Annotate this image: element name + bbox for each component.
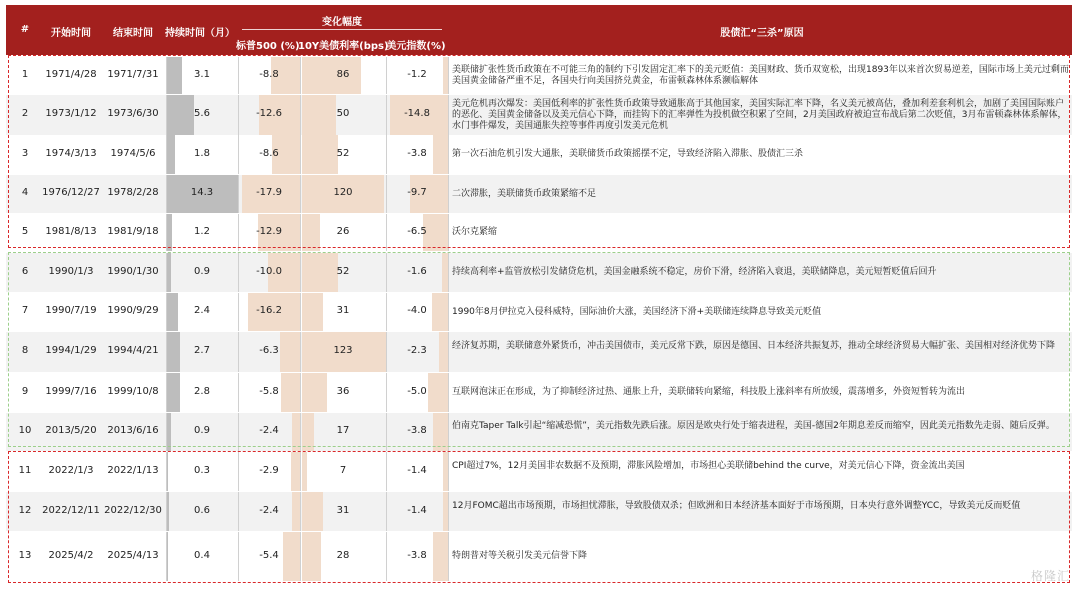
column-separator — [448, 175, 449, 213]
column-separator — [300, 452, 301, 491]
table-row — [6, 293, 1072, 331]
row-number: 2 — [21, 108, 29, 119]
sp500-value: -2.9 — [259, 464, 279, 476]
reason-text: 伯南克Taper Talk引起“缩减恐慌”，美元指数先跌后涨。原因是欧央行处于缩表进程，美国-德国2年期息差反而缩窄，因此美元指数先走弱、随后反弹。 — [452, 421, 1055, 431]
column-separator — [448, 413, 449, 451]
start-date: 1974/3/13 — [45, 147, 97, 159]
column-separator — [238, 175, 239, 213]
end-date: 1990/1/30 — [107, 265, 159, 277]
column-separator — [386, 175, 387, 213]
end-date: 1999/10/8 — [107, 385, 159, 397]
column-separator — [166, 413, 167, 451]
duration-value: 5.6 — [194, 108, 210, 119]
column-separator — [300, 57, 301, 94]
column-separator — [166, 452, 167, 491]
duration-value: 1.8 — [194, 147, 210, 159]
column-separator — [386, 532, 387, 581]
column-separator — [300, 373, 301, 412]
duration-value: 0.3 — [194, 464, 210, 476]
column-separator — [448, 532, 449, 581]
column-separator — [300, 95, 301, 135]
column-separator — [448, 492, 449, 531]
column-separator — [448, 293, 449, 331]
start-date: 2025/4/2 — [48, 549, 94, 561]
duration-value: 0.9 — [194, 425, 210, 436]
table-row — [6, 57, 1072, 94]
header-end: 结束时间 — [113, 28, 153, 39]
column-separator — [300, 293, 301, 331]
table-row — [6, 253, 1072, 292]
reason-text: 美元危机再次爆发：美国低利率的扩张性货币政策导致通胀高于其他国家，美国实际汇率下降，名义美元被高估，叠加利差套利机会，加剧了美国国际账户的恶化、美国黄金储备以及美元信心下降，而挂钩下的汇率弹性为投机做空积累了空间，2月美国政府被迫宣布战后第二次贬值，3月布雷顿森林体系解体，水门事件爆发，美国通胀失控等事件再度引发美元危机 — [452, 98, 1067, 131]
column-separator — [448, 452, 449, 491]
start-date: 1990/7/19 — [45, 305, 97, 316]
column-separator — [448, 373, 449, 412]
row-number: 5 — [21, 225, 29, 237]
column-separator — [166, 532, 167, 581]
sp500-value: -16.2 — [256, 305, 282, 316]
column-separator — [166, 373, 167, 412]
column-separator — [166, 492, 167, 531]
column-separator — [300, 175, 301, 213]
column-separator — [238, 332, 239, 372]
end-date: 1981/9/18 — [107, 225, 159, 237]
yield-value: 31 — [336, 504, 350, 516]
column-separator — [238, 95, 239, 135]
dxy-value: -2.3 — [407, 345, 427, 356]
sp500-value: -12.6 — [256, 108, 282, 119]
column-separator — [386, 214, 387, 251]
column-separator — [300, 532, 301, 581]
column-separator — [300, 413, 301, 451]
end-date: 1994/4/21 — [107, 345, 159, 356]
header-duration: 持续时间（月） — [165, 28, 235, 39]
reason-text: 经济复苏期，美联储意外紧货币，冲击美国债市，美元反常下跌，原因是德国、日本经济共振复苏，推动全球经济贸易大幅扩张、美国相对经济优势下降 — [452, 341, 1056, 351]
dxy-value: -3.8 — [407, 549, 427, 561]
start-date: 2022/12/11 — [42, 504, 100, 516]
sp500-value: -6.3 — [259, 345, 279, 356]
dxy-value: -14.8 — [404, 108, 430, 119]
column-separator — [166, 253, 167, 292]
column-separator — [386, 452, 387, 491]
yield-value: 31 — [336, 305, 350, 316]
duration-value: 3.1 — [194, 68, 210, 80]
reason-text: 第一次石油危机引发大通胀，美联储货币政策摇摆不定，导致经济陷入滞胀、股债汇三杀 — [452, 149, 804, 159]
column-separator — [238, 214, 239, 251]
column-separator — [448, 332, 449, 372]
header-dxy: 美元指数(%) — [386, 41, 446, 52]
column-separator — [238, 253, 239, 292]
column-separator — [300, 253, 301, 292]
end-date: 2022/1/13 — [107, 464, 159, 476]
yield-value: 86 — [336, 68, 350, 80]
column-separator — [386, 253, 387, 292]
dxy-value: -4.0 — [407, 305, 427, 316]
table-row — [6, 135, 1072, 174]
dxy-value: -1.4 — [407, 504, 427, 516]
column-separator — [238, 293, 239, 331]
table-row — [6, 413, 1072, 451]
row-number: 8 — [21, 345, 29, 356]
table-row — [6, 95, 1072, 135]
start-date: 1999/7/16 — [45, 385, 97, 397]
sp500-value: -8.6 — [259, 147, 279, 159]
reason-text: 二次滞胀，美联储货币政策紧缩不足 — [452, 188, 597, 199]
column-separator — [386, 293, 387, 331]
start-date: 2013/5/20 — [45, 425, 97, 436]
duration-value: 2.4 — [194, 305, 210, 316]
start-date: 1976/12/27 — [42, 187, 100, 198]
dxy-value: -5.0 — [407, 385, 427, 397]
header-start: 开始时间 — [51, 28, 91, 39]
row-number: 4 — [21, 187, 29, 198]
start-date: 1981/8/13 — [45, 225, 97, 237]
watermark-logo: 格隆汇 — [1030, 569, 1070, 583]
table-row — [6, 332, 1072, 372]
end-date: 1990/9/29 — [107, 305, 159, 316]
end-date: 1978/2/28 — [107, 187, 159, 198]
yield-value: 52 — [336, 265, 350, 277]
column-separator — [448, 135, 449, 174]
sp500-value: -12.9 — [256, 225, 282, 237]
column-separator — [386, 95, 387, 135]
header-10y: 10Y美债利率(bps) — [298, 41, 389, 52]
sp500-value: -2.4 — [259, 425, 279, 436]
column-separator — [238, 373, 239, 412]
end-date: 2025/4/13 — [107, 549, 159, 561]
reason-text: CPI超过7%，12月美国非农数据不及预期，滞胀风险增加，市场担心美联储behind the curve，对美元信心下降，资金流出美国 — [452, 460, 965, 471]
row-number: 9 — [21, 385, 29, 397]
duration-value: 2.7 — [194, 345, 210, 356]
row-number: 10 — [18, 425, 32, 436]
end-date: 2013/6/16 — [107, 425, 159, 436]
dxy-value: -6.5 — [407, 225, 427, 237]
header-group-line — [242, 29, 442, 30]
table-row — [6, 532, 1072, 581]
start-date: 1990/1/3 — [48, 265, 94, 277]
row-number: 13 — [18, 549, 32, 561]
column-separator — [238, 413, 239, 451]
row-number: 11 — [18, 464, 32, 476]
end-date: 1971/7/31 — [107, 68, 159, 80]
end-date: 1974/5/6 — [110, 147, 156, 159]
duration-value: 2.8 — [194, 385, 210, 397]
column-separator — [448, 253, 449, 292]
column-separator — [386, 373, 387, 412]
dxy-value: -1.4 — [407, 464, 427, 476]
sp500-value: -17.9 — [256, 187, 282, 198]
reason-text: 特朗普对等关税引发美元信誉下降 — [452, 551, 588, 561]
sp500-value: -5.8 — [259, 385, 279, 397]
dxy-value: -9.7 — [407, 187, 427, 198]
yield-value: 7 — [339, 464, 347, 476]
row-number: 12 — [18, 504, 32, 516]
column-separator — [166, 135, 167, 174]
column-separator — [166, 57, 167, 94]
column-separator — [386, 413, 387, 451]
header-num: # — [20, 24, 30, 35]
reason-text: 12月FOMC超出市场预期，市场担忧滞胀，导致股债双杀；但欧洲和日本经济基本面好于市场预期，日本央行意外调整YCC，导致美元反而贬值 — [452, 500, 1021, 511]
yield-value: 36 — [336, 385, 350, 397]
yield-value: 50 — [336, 108, 350, 119]
yield-value: 17 — [336, 425, 350, 436]
duration-value: 0.4 — [194, 549, 210, 561]
yield-value: 120 — [333, 187, 353, 198]
table-row — [6, 373, 1072, 412]
dxy-value: -1.2 — [407, 68, 427, 80]
reason-text: 沃尔克紧缩 — [452, 227, 498, 237]
table-row — [6, 452, 1072, 491]
row-number: 3 — [21, 147, 29, 159]
duration-value: 0.9 — [194, 265, 210, 277]
reason-text: 互联网泡沫正在形成，为了抑制经济过热、通胀上升，美联储转向紧缩，科技股上涨斜率有所放缓，震荡增多，外资短暂转为流出 — [452, 387, 966, 397]
column-separator — [238, 57, 239, 94]
dxy-value: -1.6 — [407, 265, 427, 277]
column-separator — [300, 214, 301, 251]
column-separator — [238, 532, 239, 581]
reason-text: 美联储扩张性货币政策在不可能三角的制约下引发固定汇率下的美元贬值：美国财政、货币双宽松，出现1893年以来首次贸易逆差，国际市场上美元过剩而美国黄金储备严重不足，各国央行向美国挤兑黄金，布雷顿森林体系濒临解体 — [452, 64, 1069, 86]
duration-value: 1.2 — [194, 225, 210, 237]
start-date: 1994/1/29 — [45, 345, 97, 356]
header-reason: 股债汇“三杀”原因 — [720, 28, 804, 39]
start-date: 1971/4/28 — [45, 68, 97, 80]
sp500-value: -8.8 — [259, 68, 279, 80]
sp500-value: -5.4 — [259, 549, 279, 561]
column-separator — [238, 452, 239, 491]
reason-text: 持续高利率+监管放松引发储贷危机，美国金融系统不稳定，房价下滑，经济陷入衰退，美联储降息，美元短暂贬值后回升 — [452, 267, 937, 277]
column-separator — [166, 332, 167, 372]
column-separator — [300, 492, 301, 531]
start-date: 2022/1/3 — [48, 464, 94, 476]
column-separator — [448, 214, 449, 251]
dxy-value: -3.8 — [407, 425, 427, 436]
sp500-value: -10.0 — [256, 265, 282, 277]
column-separator — [386, 332, 387, 372]
duration-value: 14.3 — [190, 187, 214, 198]
column-separator — [166, 95, 167, 135]
reason-text: 1990年8月伊拉克入侵科威特，国际油价大涨，美国经济下滑+美联储连续降息导致美元贬值 — [452, 306, 822, 317]
table-header — [6, 5, 1072, 55]
end-date: 2022/12/30 — [104, 504, 162, 516]
header-sp500: 标普500 (%) — [236, 41, 300, 52]
sp500-value: -2.4 — [259, 504, 279, 516]
row-number: 1 — [21, 68, 29, 80]
row-number: 7 — [21, 305, 29, 316]
dxy-value: -3.8 — [407, 147, 427, 159]
column-separator — [300, 332, 301, 372]
row-number: 6 — [21, 265, 29, 277]
yield-value: 52 — [336, 147, 350, 159]
start-date: 1973/1/12 — [45, 108, 97, 119]
table-row — [6, 175, 1072, 213]
column-separator — [448, 57, 449, 94]
duration-value: 0.6 — [194, 504, 210, 516]
header-change-group: 变化幅度 — [322, 17, 362, 28]
table-row — [6, 492, 1072, 531]
column-separator — [386, 135, 387, 174]
column-separator — [166, 214, 167, 251]
column-separator — [238, 135, 239, 174]
column-separator — [386, 492, 387, 531]
yield-value: 123 — [333, 345, 353, 356]
column-separator — [300, 135, 301, 174]
column-separator — [166, 175, 167, 213]
column-separator — [386, 57, 387, 94]
yield-value: 28 — [336, 549, 350, 561]
table-row — [6, 214, 1072, 251]
end-date: 1973/6/30 — [107, 108, 159, 119]
column-separator — [238, 492, 239, 531]
yield-value: 26 — [336, 225, 350, 237]
column-separator — [166, 293, 167, 331]
column-separator — [448, 95, 449, 135]
